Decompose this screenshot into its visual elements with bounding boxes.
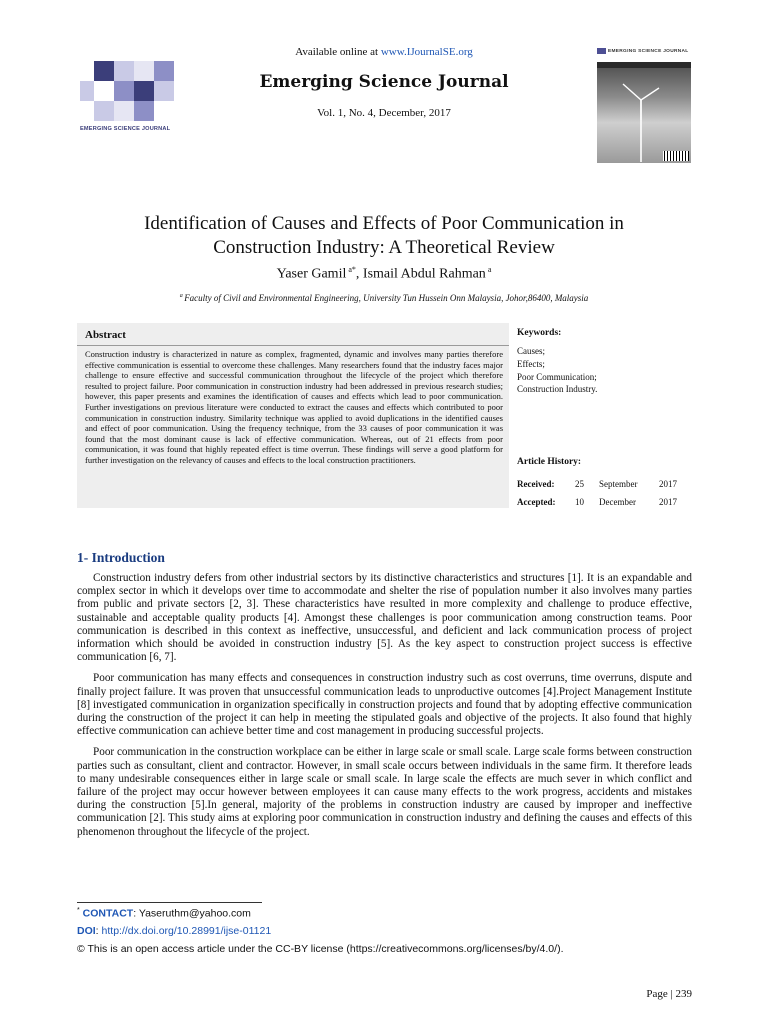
accepted-month: December (599, 497, 636, 507)
intro-paragraph: Construction industry defers from other industrial sectors by its distinctive characteristics and structures [1]. It is an expandable and complex sector in which it develops over time to accommodate and shelter the rise of population number it also involves many parties from public and private sectors [2, 3]. These characteristics have resulted in more complexity and challenge to produce effective, sustainable and acceptable quality products [4]. Amongst these challenges is poor communication among construction teams. Poor communication is described in this context as ineffective, unsuccessful, and deficient and lack communication process of project information which should be avoided in construction industry [5]. As the key aspect to construction project success is effective communication [6, 7]. (77, 572, 692, 664)
cover-mini-logo-icon (597, 48, 606, 54)
abstract-box (77, 323, 509, 508)
contact-separator: : (133, 907, 139, 920)
author-1-marker: a* (346, 265, 356, 274)
received-month: September (599, 479, 638, 489)
intro-paragraph: Poor communication has many effects and consequences in construction industry such as cost overruns, time overruns, dispute and finally project failure. It was proven that unsuccessful communication leads to unproductive outcomes [4].Project Management Institute [8] investigated communication in organization specifically in construction projects and found that by adopting effective communication during the construction of the project it can help in meeting the stipulated goals and objective of the projects. It also found that highly effective communication can achieve better time and cost management in producing successful projects. (77, 672, 692, 738)
journal-cover (597, 40, 691, 164)
author-line (0, 265, 768, 283)
introduction-body (77, 572, 692, 847)
logo-caption: EMERGING SCIENCE JOURNAL (80, 126, 171, 132)
section-heading-introduction: 1- Introduction (77, 550, 165, 565)
availability-prefix: Available online at (295, 46, 381, 58)
author-2: Ismail Abdul Rahman (362, 266, 486, 282)
abstract-heading: Abstract (85, 329, 126, 341)
keywords-heading: Keywords: (517, 328, 562, 338)
affiliation (0, 293, 768, 303)
title-line-2: Construction Industry: A Theoretical Review (213, 237, 555, 258)
accepted-year: 2017 (659, 497, 677, 507)
cover-brand-text: EMERGING SCIENCE JOURNAL (608, 48, 689, 54)
title-line-1: Identification of Causes and Effects of Poor Communication in (144, 213, 624, 234)
journal-name: Emerging Science Journal (259, 72, 509, 92)
license-footnote: © This is an open access article under the CC-BY license (https://creativecommons.org/licenses/by/4.0/). (77, 943, 564, 955)
affiliation-text: Faculty of Civil and Environmental Engineering, University Tun Hussein Onn Malaysia, Johor,86400, Malaysia (184, 293, 589, 303)
keywords-list (517, 345, 597, 396)
page-number: Page | 239 (646, 988, 692, 1000)
doi-label: DOI (77, 925, 96, 937)
article-title (60, 212, 708, 260)
article-history-heading: Article History: (517, 457, 582, 467)
received-year: 2017 (659, 479, 677, 489)
received-row (517, 475, 677, 493)
keyword-item: Effects; (517, 358, 545, 369)
contact-email[interactable]: Yaseruthm@yahoo.com (138, 907, 251, 920)
doi-link[interactable]: http://dx.doi.org/10.28991/ijse-01121 (101, 925, 272, 937)
doi-footnote (77, 925, 271, 937)
journal-logo-icon (80, 55, 174, 137)
article-history-table (517, 475, 677, 511)
accepted-label: Accepted: (517, 497, 556, 507)
received-day: 25 (575, 479, 584, 489)
accepted-day: 10 (575, 497, 584, 507)
volume-info: Vol. 1, No. 4, December, 2017 (317, 107, 451, 119)
contact-label: CONTACT (82, 907, 134, 920)
abstract-divider (77, 345, 509, 346)
wind-turbine-icon (597, 62, 691, 163)
footnote-divider (77, 902, 262, 903)
contact-footnote (77, 907, 251, 920)
keyword-item: Construction Industry. (517, 384, 598, 395)
author-2-marker: a (485, 265, 492, 274)
affiliation-marker: a (179, 293, 185, 299)
author-1: Yaser Gamil (276, 266, 347, 282)
contact-star: * (77, 907, 80, 914)
journal-website-link[interactable]: www.IJournalSE.org (380, 46, 473, 58)
barcode-icon (663, 151, 689, 161)
keyword-item: Poor Communication; (517, 371, 597, 382)
accepted-row (517, 493, 677, 511)
author-separator: , (355, 266, 363, 282)
doi-separator: : (95, 925, 102, 937)
abstract-text: Construction industry is characterized in nature as complex, fragmented, dynamic and involves many parties therefore effective communication is essential to overcome these challenges. Many researchers found that the industry faces major challenge to ensure effective and successful communication throughout the lifecycle of the project which therefore resulted to project failure. Poor communication in construction industry had been addressed in previous research studies; however, this paper presents and examines the identification of causes and effects which lead to poor communication. Further investigations on previous literature were conducted to extract the causes and effects which contributed to poor communication in construction industry. Similarity technique was applied to avoid duplications in the identified causes and effect of poor communication. Using the frequency technique, from the 33 causes of poor communication it was found that the most dominant cause is lack of effective communication. Whereas, out of 21 effects from poor communication, it was found that highly repeated effect is time overrun. These findings will serve a good platform for further investigation on the relevancy of causes and effects to the local construction practitioners. (85, 349, 503, 465)
cover-brand (597, 46, 691, 56)
keyword-item: Causes; (517, 346, 545, 356)
received-label: Received: (517, 479, 555, 489)
intro-paragraph: Poor communication in the construction workplace can be either in large scale or small scale. Large scale forms between construction parties such as consultant, client and contractor. However, in small scale occurs between individuals in the same firm. It therefore leads to many undesirable consequences either in large scale or small scale. In large scale the effects are much sever in which conflict and failure of the project may occur however between employees it can cause many effects to the work progress, accidents and mistakes during the construction [5].In general, majority of the problems in construction industry are caused by improper and ineffective communication [2]. This study aims at exploring poor communication in construction industry and defining the causes and effects of this phenomenon throughout the lifecycle of the project. (77, 746, 692, 838)
journal-cover-image (597, 62, 691, 163)
